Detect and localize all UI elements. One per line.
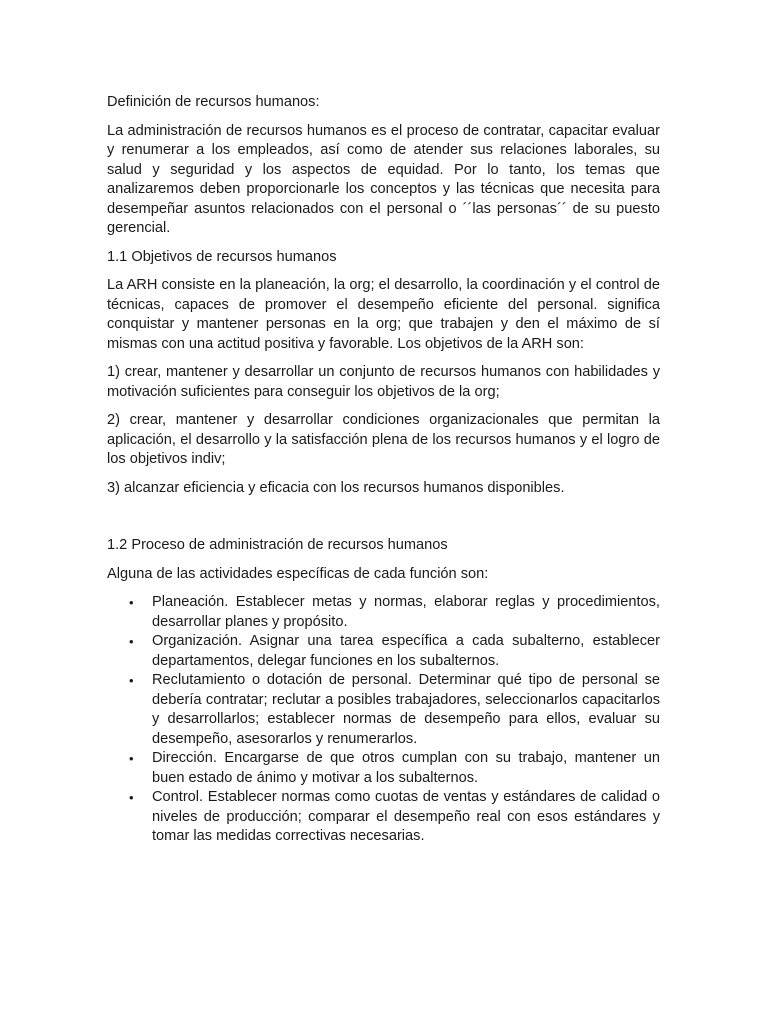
activity-list — [107, 593, 660, 847]
list-item-text: Dirección. Encargarse de que otros cumplan con su trabajo, mantener un buen estado de ánimo y motivar a los subalternos. — [152, 750, 660, 786]
list-item — [107, 632, 660, 671]
bullet-icon: • — [129, 790, 134, 805]
intro-paragraph: La administración de recursos humanos es el proceso de contratar, capacitar evaluar y renumerar a los empleados, así como de atender sus relaciones laborales, su salud y seguridad y los aspectos de equidad. Por lo tanto, los temas que analizaremos deben proporcionarle los conceptos y las técnicas que necesita para desempeñar asuntos relacionados con el personal o ´´las personas´´ de su puesto gerencial. — [107, 122, 660, 236]
bullet-icon: • — [129, 595, 134, 610]
list-item — [107, 788, 660, 847]
objective-item: 3) alcanzar eficiencia y eficacia con los recursos humanos disponibles. — [107, 479, 565, 496]
list-item — [107, 593, 660, 632]
document-page — [107, 93, 660, 847]
section-1-title: 1.1 Objetivos de recursos humanos — [107, 248, 337, 265]
section-2-lead: Alguna de las actividades específicas de cada función son: — [107, 565, 489, 582]
objective-item: 1) crear, mantener y desarrollar un conjunto de recursos humanos con habilidades y motivación suficientes para conseguir los objetivos de la org; — [107, 364, 660, 400]
blank-line — [107, 507, 660, 536]
objective-item: 2) crear, mantener y desarrollar condiciones organizacionales que permitan la aplicación, el desarrollo y la satisfacción plena de los recursos humanos y el logro de los objetivos indiv; — [107, 412, 660, 467]
list-item — [107, 671, 660, 749]
document-heading: Definición de recursos humanos: — [107, 94, 320, 110]
bullet-icon: • — [129, 673, 134, 688]
list-item-text: Reclutamiento o dotación de personal. Determinar qué tipo de personal se debería contratar; reclutar a posibles trabajadores, seleccionarlos capacitarlos y desarrollarlos; establecer normas de desempeño para ellos, evaluar su desempeño, asesorarlos y renumerarlos. — [152, 672, 660, 747]
list-item — [107, 749, 660, 788]
bullet-icon: • — [129, 634, 134, 649]
list-item-text: Planeación. Establecer metas y normas, elaborar reglas y procedimientos, desarrollar planes y propósito. — [152, 594, 660, 630]
section-2-title: 1.2 Proceso de administración de recursos humanos — [107, 537, 448, 553]
bullet-icon: • — [129, 751, 134, 766]
list-item-text: Organización. Asignar una tarea específica a cada subalterno, establecer departamentos, delegar funciones en los subalternos. — [152, 633, 660, 669]
list-item-text: Control. Establecer normas como cuotas de ventas y estándares de calidad o niveles de producción; comparar el desempeño real con esos estándares y tomar las medidas correctivas necesarias. — [152, 789, 660, 844]
section-1-paragraph: La ARH consiste en la planeación, la org; el desarrollo, la coordinación y el control de técnicas, capaces de promover el desempeño eficiente del personal. significa conquistar y mantener personas en la org; que trabajen y den el máximo de sí mismas con una actitud positiva y favorable. Los objetivos de la ARH son: — [107, 277, 660, 352]
